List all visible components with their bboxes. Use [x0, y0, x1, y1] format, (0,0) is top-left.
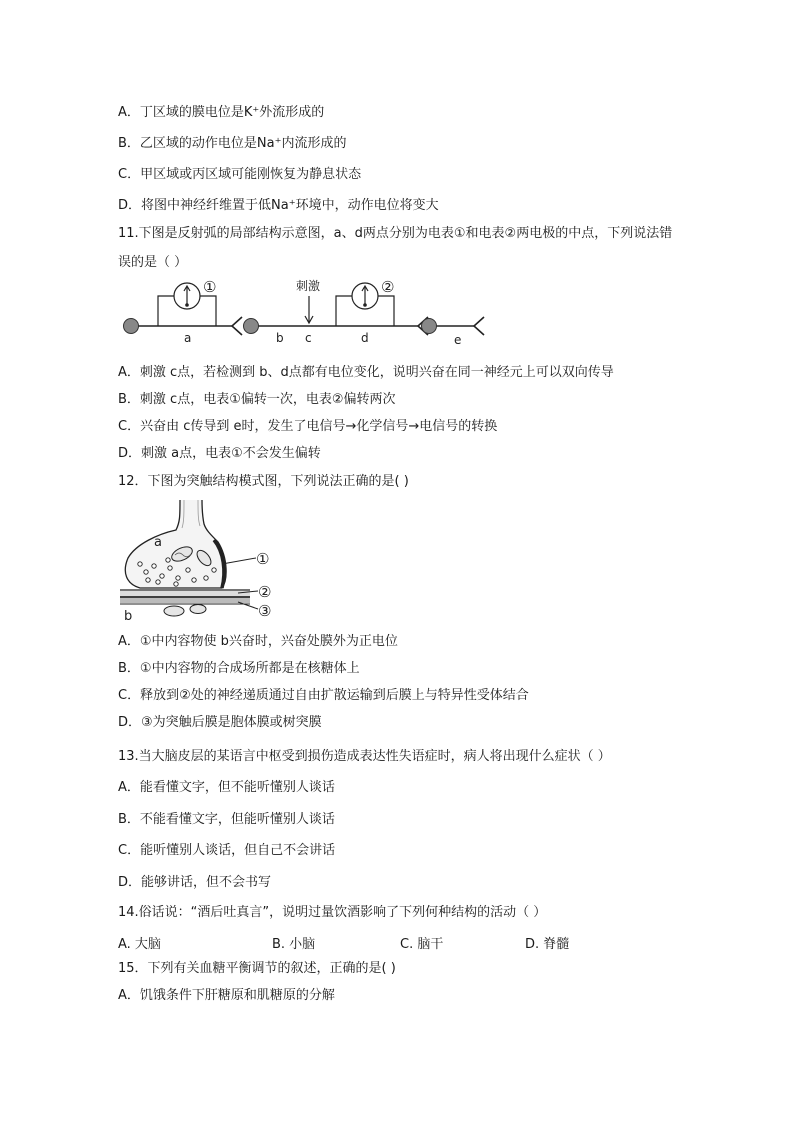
q13-stem: 13.当大脑皮层的某语言中枢受到损伤造成表达性失语症时，病人将出现什么症状（ ） — [118, 749, 611, 764]
q12-option-a: A．①中内容物使 b兴奋时，兴奋处膜外为正电位 — [118, 634, 398, 649]
q12-option-b: B．①中内容物的合成场所都是在核糖体上 — [118, 661, 360, 676]
cell-body-2 — [244, 319, 259, 334]
meter-1-label: ① — [203, 278, 217, 296]
q10-option-c: C．甲区域或丙区域可能刚恢复为静息状态 — [118, 167, 362, 182]
q14-stem: 14.俗话说：“酒后吐真言”，说明过量饮酒影响了下列何种结构的活动（ ） — [118, 905, 547, 920]
q10-option-b: B．乙区域的动作电位是Na⁺内流形成的 — [118, 136, 347, 151]
postsynaptic-membrane — [120, 598, 250, 603]
q12-option-d: D．③为突触后膜是胞体膜或树突膜 — [118, 715, 322, 730]
q14-option-d: D. 脊髓 — [525, 937, 570, 952]
cell-body-1 — [124, 319, 139, 334]
q13-option-c: C．能听懂别人谈话，但自己不会讲话 — [118, 843, 336, 858]
q14-option-c: C. 脑干 — [400, 937, 444, 952]
label-b: b — [124, 609, 133, 624]
point-d-label: d — [361, 331, 369, 345]
q13-option-a: A．能看懂文字，但不能听懂别人谈话 — [118, 780, 335, 795]
synapse-diagram — [118, 498, 288, 624]
label-a: a — [154, 535, 162, 550]
q14-option-b: B. 小脑 — [272, 937, 316, 952]
stimulus-label: 刺激 — [296, 279, 321, 293]
point-c-label: c — [305, 331, 312, 345]
point-b-label: b — [276, 331, 284, 345]
q11-option-b: B．刺激 c点，电表①偏转一次，电表②偏转两次 — [118, 392, 396, 407]
q13-option-d: D．能够讲话，但不会书写 — [118, 875, 272, 890]
q10-option-a: A．丁区域的膜电位是K⁺外流形成的 — [118, 105, 325, 120]
meter-2-label: ② — [381, 278, 395, 296]
point-e-label: e — [454, 333, 462, 347]
q11-option-a: A．刺激 c点，若检测到 b、d点都有电位变化，说明兴奋在同一神经元上可以双向传导 — [118, 365, 614, 380]
axon-terminal — [125, 500, 226, 588]
q11-option-c: C．兴奋由 c传导到 e时，发生了电信号→化学信号→电信号的转换 — [118, 419, 498, 434]
q11-option-d: D．刺激 a点，电表①不会发生偏转 — [118, 446, 321, 461]
cell-body-3 — [422, 319, 437, 334]
q15-option-a: A．饥饿条件下肝糖原和肌糖原的分解 — [118, 988, 335, 1003]
q11-stem: 11.下图是反射弧的局部结构示意图，a、d两点分别为电表①和电表②两电极的中点，下列说法错误的是（ ） — [118, 226, 673, 270]
q14-options — [118, 933, 678, 951]
label-3: ③ — [258, 602, 272, 620]
q14-option-a: A. 大脑 — [118, 937, 161, 952]
q10-option-d: D．将图中神经纤维置于低Na⁺环境中，动作电位将变大 — [118, 198, 439, 213]
q12-option-c: C．释放到②处的神经递质通过自由扩散运输到后膜上与特异性受体结合 — [118, 688, 529, 703]
q15-stem: 15．下列有关血糖平衡调节的叙述，正确的是( ) — [118, 961, 396, 976]
point-a-label: a — [184, 331, 192, 345]
stimulus-arrow — [305, 296, 313, 323]
label-1: ① — [256, 550, 270, 568]
q13-option-b: B．不能看懂文字，但能听懂别人谈话 — [118, 812, 335, 827]
synaptic-cleft — [120, 591, 250, 596]
q12-stem: 12．下图为突触结构模式图，下列说法正确的是( ) — [118, 474, 409, 489]
label-2: ② — [258, 583, 272, 601]
reflex-arc-diagram — [118, 272, 498, 350]
